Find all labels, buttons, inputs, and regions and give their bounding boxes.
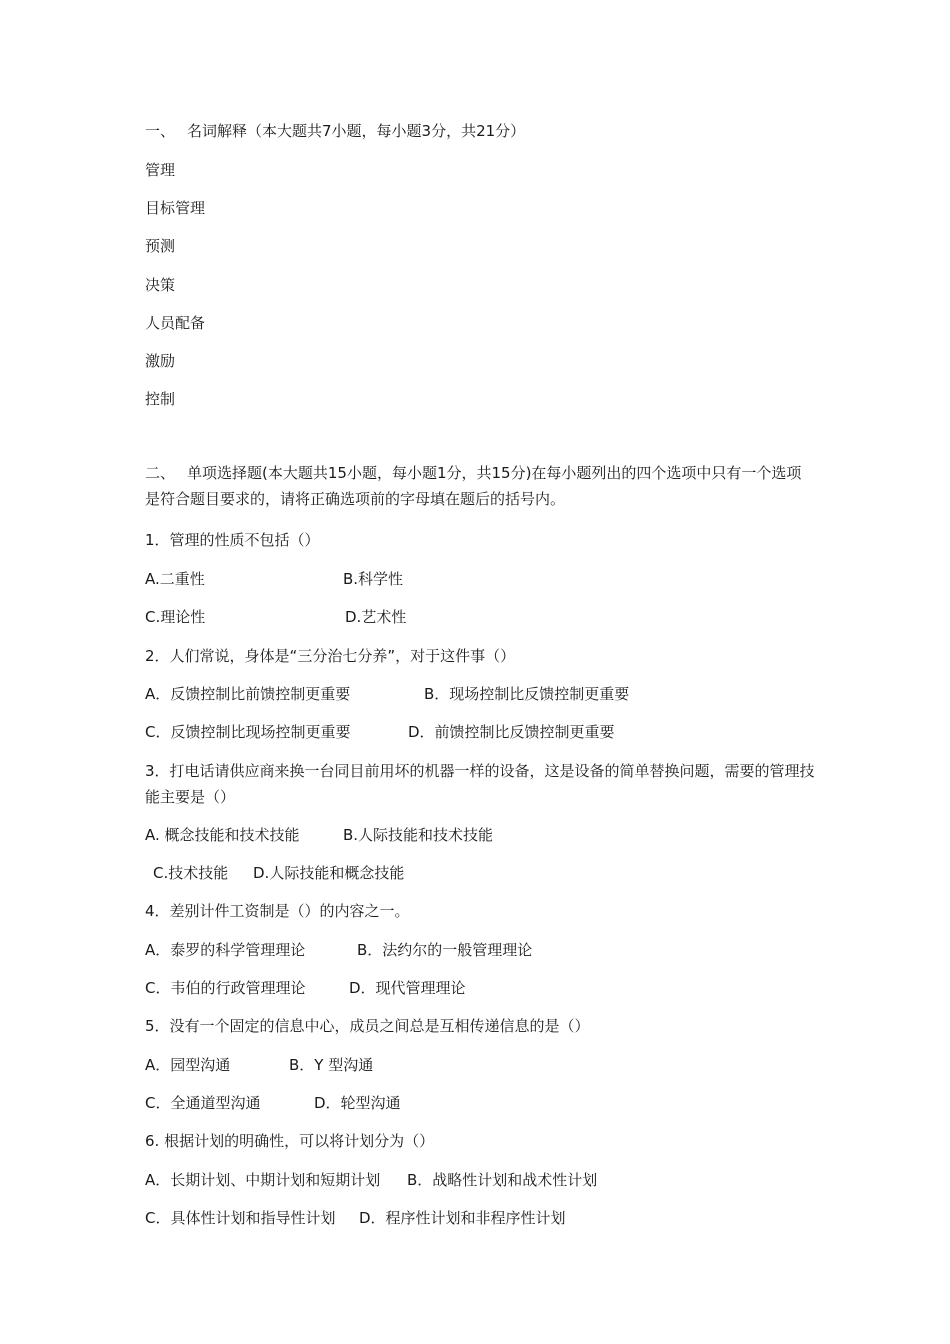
- section2-number: 二、: [145, 464, 176, 482]
- section1-heading: [145, 121, 525, 141]
- term-item: 管理: [145, 161, 176, 179]
- section1-number: 一、: [145, 122, 176, 140]
- option-a: A．长期计划、中期计划和短期计划: [145, 1171, 381, 1189]
- question-stem: 5．没有一个固定的信息中心，成员之间总是互相传递信息的是（）: [145, 1017, 590, 1035]
- section1-title: 名词解释（本大题共7小题，每小题3分，共21分）: [187, 122, 526, 140]
- section2-title: 单项选择题(本大题共15小题，每小题1分，共15分)在每小题列出的四个选项中只有一个选项是符合题目要求的，请将正确选项前的字母填在题后的括号内。: [145, 464, 802, 508]
- term-item: 决策: [145, 276, 176, 294]
- term-item: 人员配备: [145, 314, 206, 332]
- term-item: 控制: [145, 390, 176, 408]
- term-item: 激励: [145, 352, 176, 370]
- option-a: A.二重性: [145, 570, 205, 588]
- option-a: A．园型沟通: [145, 1056, 231, 1074]
- term-item: 预测: [145, 237, 176, 255]
- option-b: B．Y 型沟通: [289, 1056, 374, 1074]
- section2-heading: [145, 460, 815, 512]
- option-c: C．反馈控制比现场控制更重要: [145, 723, 351, 741]
- option-c: C.技术技能: [153, 864, 229, 882]
- question-stem: 4．差别计件工资制是（）的内容之一。: [145, 902, 410, 920]
- option-d: D．前馈控制比反馈控制更重要: [408, 723, 615, 741]
- question-stem: 6. 根据计划的明确性，可以将计划分为（）: [145, 1132, 435, 1150]
- option-d: D.人际技能和概念技能: [253, 864, 405, 882]
- option-a: A．泰罗的科学管理理论: [145, 941, 306, 959]
- option-d: D．轮型沟通: [314, 1094, 401, 1112]
- term-item: 目标管理: [145, 199, 206, 217]
- option-c: C．全通道型沟通: [145, 1094, 261, 1112]
- option-a: A．反馈控制比前馈控制更重要: [145, 685, 351, 703]
- option-a: A. 概念技能和技术技能: [145, 826, 300, 844]
- option-c: C．韦伯的行政管理理论: [145, 979, 306, 997]
- question-stem: 3．打电话请供应商来换一台同目前用坏的机器一样的设备，这是设备的简单替换问题，需要的管理技能主要是（）: [145, 762, 815, 806]
- option-b: B.科学性: [343, 570, 404, 588]
- option-d: D．现代管理理论: [349, 979, 466, 997]
- option-b: B.人际技能和技术技能: [343, 826, 494, 844]
- option-d: D．程序性计划和非程序性计划: [359, 1209, 566, 1227]
- option-b: B．法约尔的一般管理理论: [357, 941, 533, 959]
- option-c: C．具体性计划和指导性计划: [145, 1209, 336, 1227]
- option-b: B．现场控制比反馈控制更重要: [424, 685, 630, 703]
- option-b: B．战略性计划和战术性计划: [407, 1171, 598, 1189]
- question-stem: 1．管理的性质不包括（）: [145, 531, 320, 549]
- option-c: C.理论性: [145, 608, 206, 626]
- option-d: D.艺术性: [345, 608, 407, 626]
- question-stem: 2．人们常说，身体是“三分治七分养”，对于这件事（）: [145, 647, 516, 665]
